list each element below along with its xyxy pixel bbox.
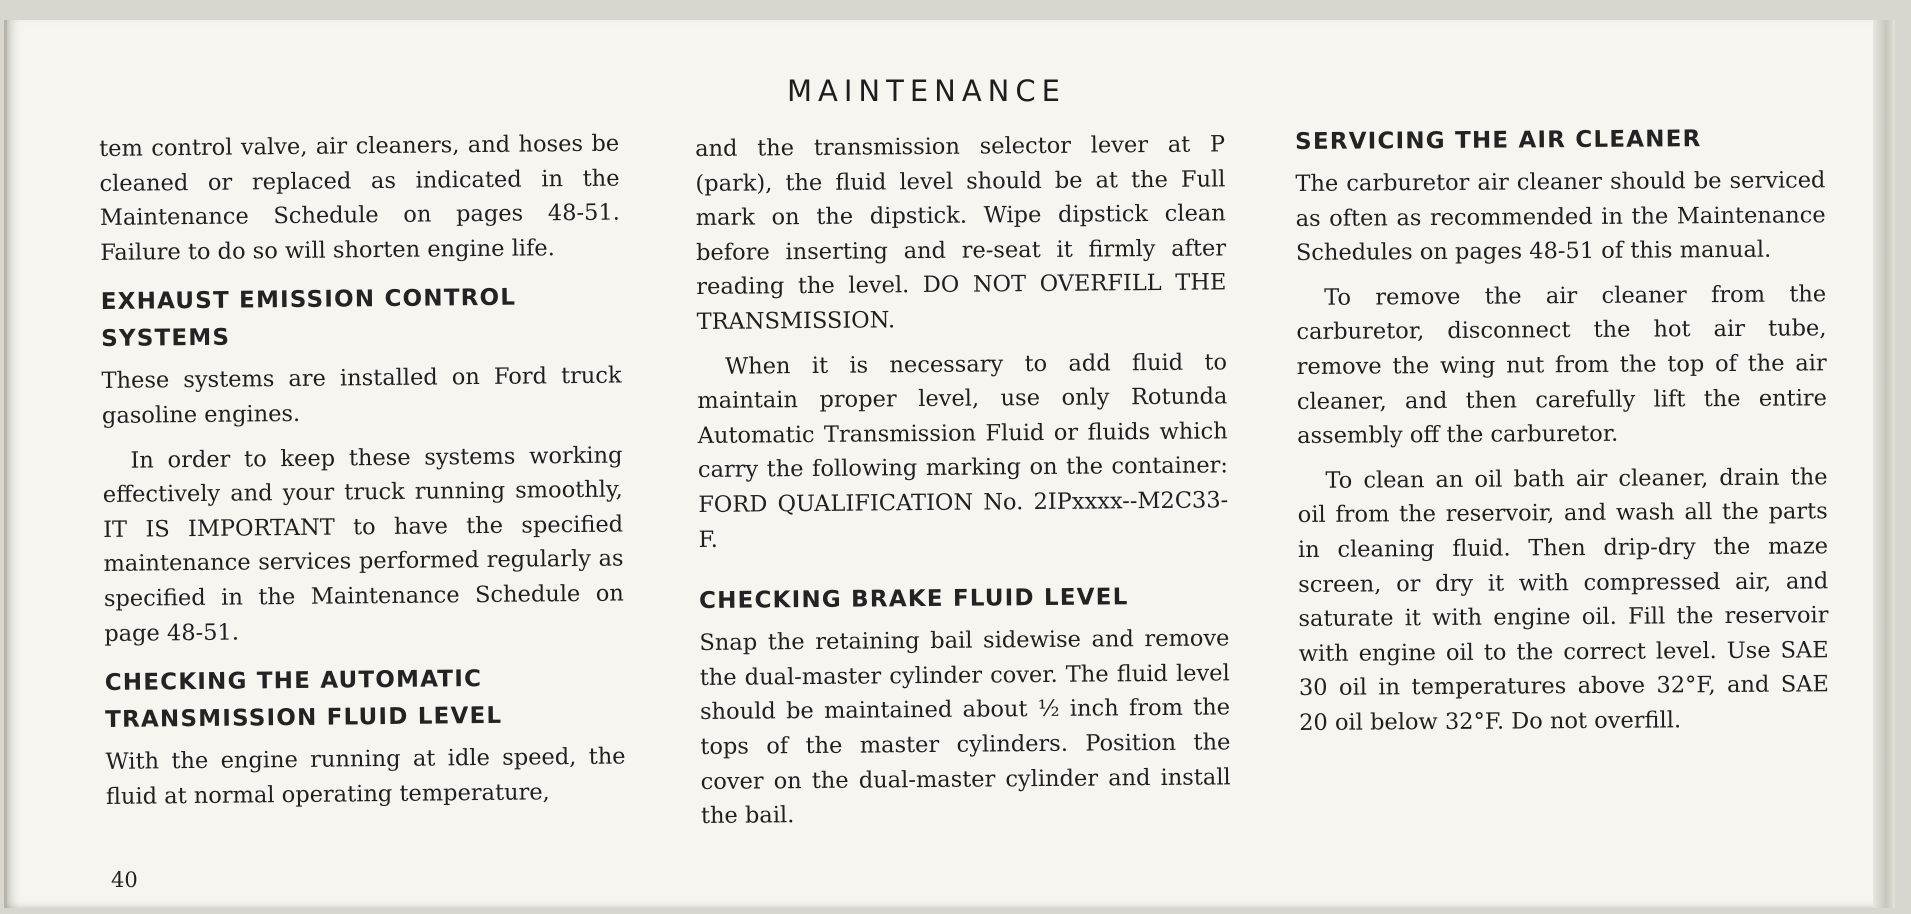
section-heading-exhaust: EXHAUST EMISSION CONTROL SYSTEMS (100, 285, 517, 353)
page-number: 40 (111, 868, 138, 892)
column-right (1295, 120, 1829, 750)
book-spine (1873, 20, 1895, 908)
paragraph: To clean an oil bath air cleaner, drain the oil from the reservoir, and wash all the parts in cleaning fluid. Then drip-dry the maze screen, or dry it with compressed air, and saturate it with engine oil. Fill the reservoir with engine oil to the correct level. Use SAE 30 oil in temperatures above 32°F, and SAE 20 oil below 32°F. Do not overfill. (1297, 464, 1830, 736)
manual-page (4, 20, 1895, 908)
paragraph: These systems are installed on Ford truck gasoline engines. (101, 362, 622, 429)
paragraph: In order to keep these systems working effectively and your truck running smoothly, IT IS IMPORTANT to have the specified maintenance services performed regularly as specified in the Maintenance Schedule on page 48-51. (102, 442, 624, 647)
paragraph: Snap the retaining bail sidewise and remove the dual-master cylinder cover. The fluid level should be maintained about ½ inch from the tops of the master cylinders. Position the cover on the dual-master cylinder and install the bail. (699, 625, 1231, 830)
column-middle (695, 127, 1231, 843)
section-heading-transmission: CHECKING THE AUTOMATIC TRANSMISSION FLUID LEVEL (104, 666, 503, 734)
paragraph: To remove the air cleaner from the carburetor, disconnect the hot air tube, remove the wing nut from the top of the air cleaner, and then carefully lift the entire assembly off the carburetor. (1296, 281, 1828, 450)
paragraph: tem control valve, air cleaners, and hoses be cleaned or replaced as indicated in the Maintenance Schedule on pages 48-51. Failure to do so will shorten engine life. (99, 130, 621, 266)
paragraph: The carburetor air cleaner should be serviced as often as recommended in the Maintenance Schedules on pages 48-51 of this manual. (1295, 167, 1826, 267)
paragraph: With the engine running at idle speed, the fluid at normal operating temperature, (105, 743, 626, 810)
section-heading-air-cleaner: SERVICING THE AIR CLEANER (1295, 126, 1702, 155)
page-title: MAINTENANCE (787, 74, 1066, 108)
column-left (99, 127, 626, 825)
paragraph: When it is necessary to add fluid to maintain proper level, use only Rotunda Automatic Transmission Fluid or fluids which carry the following marking on the container: FORD QUALIFICATION No. 2IPxxxx--M2C33-F. (697, 348, 1229, 553)
section-heading-brake: CHECKING BRAKE FLUID LEVEL (698, 584, 1129, 615)
paragraph: and the transmission selector lever at P (park), the fluid level should be at the Full mark on the dipstick. Wipe dipstick clean before inserting and re-seat it firmly after reading the level. DO NOT OVERFILL THE TRANSMISSION. (695, 131, 1227, 335)
